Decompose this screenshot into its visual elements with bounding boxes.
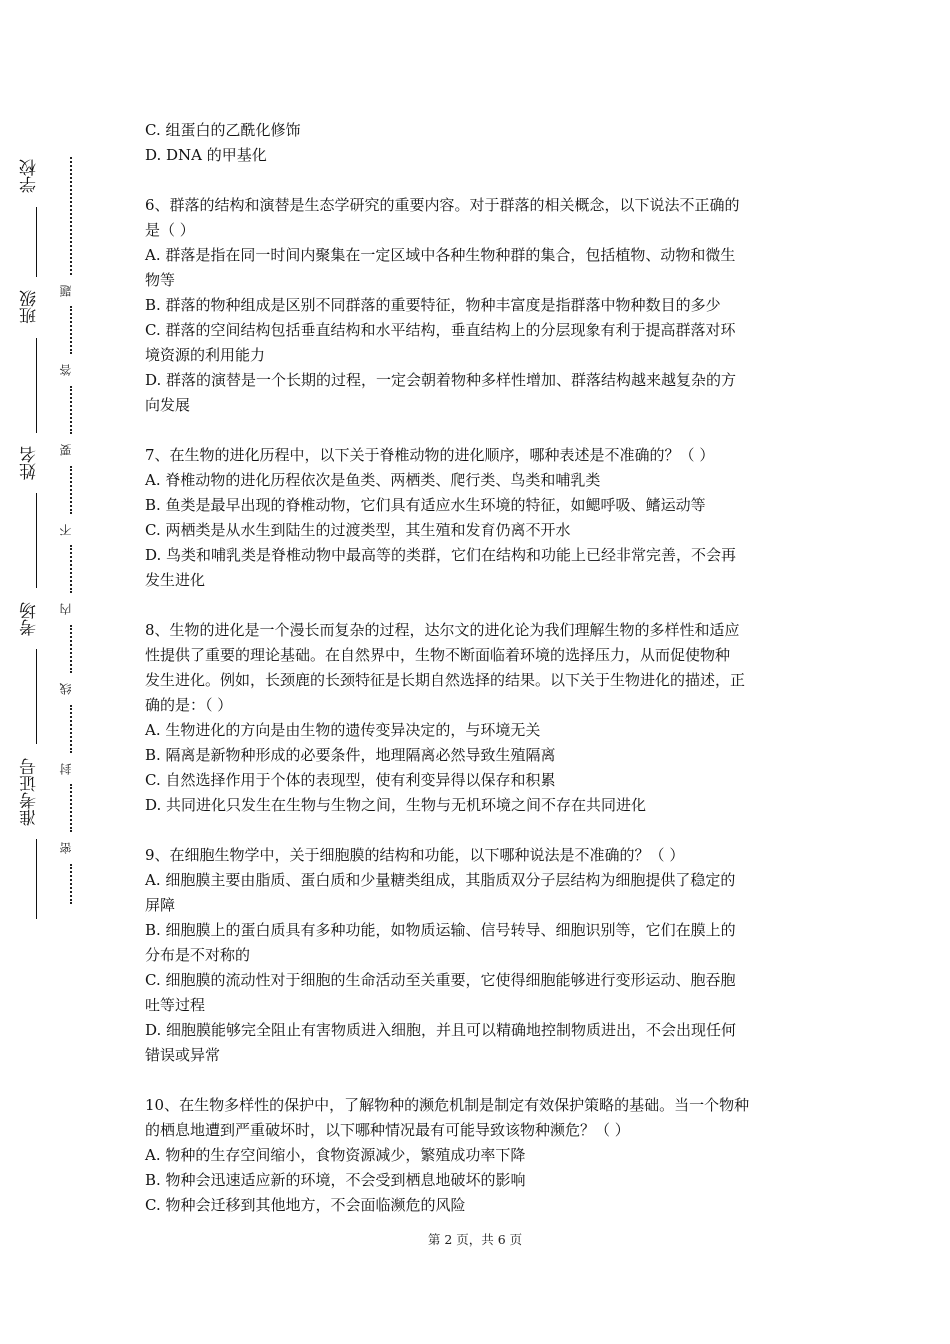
question-stem: 是（ ） — [145, 221, 195, 239]
option-a: A. 物种的生存空间缩小，食物资源减少，繁殖成功率下降 — [145, 1146, 526, 1164]
option-b: 分布是不对称的 — [145, 946, 251, 964]
question-stem: 的栖息地遭到严重破坏时，以下哪种情况最有可能导致该物种濒危？（ ） — [145, 1121, 630, 1139]
seal-char: 密 — [59, 842, 73, 855]
dotted-line — [60, 545, 72, 593]
option: C. 组蛋白的乙酰化修饰 — [145, 121, 301, 139]
seal-char: 不 — [59, 523, 73, 536]
option-c: C. 物种会迁移到其他地方，不会面临濒危的风险 — [145, 1196, 466, 1214]
question-6 — [145, 193, 810, 418]
option-b: B. 细胞膜上的蛋白质具有多种功能，如物质运输、信号转导、细胞识别等，它们在膜上的 — [145, 921, 736, 939]
option-a: A. 脊椎动物的进化历程依次是鱼类、两栖类、爬行类、鸟类和哺乳类 — [145, 471, 601, 489]
seal-char: 要 — [59, 443, 73, 456]
question-stem: 9、在细胞生物学中，关于细胞膜的结构和功能，以下哪种说法是不准确的？（ ） — [145, 846, 685, 864]
option-d: 向发展 — [145, 396, 191, 414]
blank-line — [23, 338, 38, 433]
option: D. DNA 的甲基化 — [145, 146, 267, 164]
seal-char: 题 — [59, 284, 73, 297]
question-9 — [145, 843, 810, 1068]
field-exam-room: 考场 — [20, 601, 40, 636]
question-stem: 发生进化。例如，长颈鹿的长颈特征是长期自然选择的结果。以下关于生物进化的描述，正 — [145, 671, 746, 689]
question-stem: 确的是：（ ） — [145, 696, 233, 714]
field-name: 姓名 — [20, 445, 40, 480]
dotted-line — [60, 466, 72, 514]
dotted-line — [60, 386, 72, 434]
seal-char: 内 — [59, 603, 73, 616]
blank-line — [23, 649, 38, 744]
option-c: 境资源的利用能力 — [145, 346, 266, 364]
option-b: B. 隔离是新物种形成的必要条件，地理隔离必然导致生殖隔离 — [145, 746, 556, 764]
option-b: B. 物种会迅速适应新的环境，不会受到栖息地破坏的影响 — [145, 1171, 526, 1189]
dotted-line — [60, 306, 72, 354]
option-c: 吐等过程 — [145, 996, 206, 1014]
option-b: B. 鱼类是最早出现的脊椎动物，它们具有适应水生环境的特征，如鳃呼吸、鳍运动等 — [145, 496, 706, 514]
option-d: D. 鸟类和哺乳类是脊椎动物中最高等的类群，它们在结构和功能上已经非常完善，不会再 — [145, 546, 737, 564]
option-c: C. 两栖类是从水生到陆生的过渡类型，其生殖和发育仍离不开水 — [145, 521, 571, 539]
option-c: C. 细胞膜的流动性对于细胞的生命活动至关重要，它使得细胞能够进行变形运动、胞吞胞 — [145, 971, 736, 989]
question-stem: 6、群落的结构和演替是生态学研究的重要内容。对于群落的相关概念，以下说法不正确的 — [145, 196, 740, 214]
question-stem: 7、在生物的进化历程中，以下关于脊椎动物的进化顺序，哪种表述是不准确的？（ ） — [145, 446, 715, 464]
option-b: B. 群落的物种组成是区别不同群落的重要特征，物种丰富度是指群落中物种数目的多少 — [145, 296, 721, 314]
field-class: 班级 — [20, 290, 40, 325]
dotted-line — [60, 625, 72, 673]
carryover-options — [145, 118, 810, 168]
blank-line — [23, 839, 38, 919]
dotted-line — [60, 157, 72, 275]
field-school: 学校 — [20, 159, 40, 194]
dotted-line — [60, 784, 72, 832]
option-d: D. 细胞膜能够完全阻止有害物质进入细胞，并且可以精确地控制物质进出，不会出现任何 — [145, 1021, 737, 1039]
option-d: 错误或异常 — [145, 1046, 221, 1064]
blank-line — [23, 493, 38, 588]
seal-char: 答 — [59, 364, 73, 377]
option-d: D. 共同进化只发生在生物与生物之间，生物与无机环境之间不存在共同进化 — [145, 796, 647, 814]
question-10 — [145, 1093, 810, 1218]
option-c: C. 自然选择作用于个体的表现型，使有利变异得以保存和积累 — [145, 771, 556, 789]
question-stem: 性提供了重要的理论基础。在自然界中，生物不断面临着环境的选择压力，从而促使物种 — [145, 646, 731, 664]
question-stem: 8、生物的进化是一个漫长而复杂的过程，达尔文的进化论为我们理解生物的多样性和适应 — [145, 621, 740, 639]
seal-char: 封 — [59, 762, 73, 775]
option-a: A. 群落是指在同一时间内聚集在一定区域中各种生物种群的集合，包括植物、动物和微生 — [145, 246, 736, 264]
blank-line — [23, 207, 38, 277]
seal-line — [60, 102, 72, 910]
option-a: 屏障 — [145, 896, 176, 914]
dotted-line — [60, 864, 72, 904]
option-a: A. 细胞膜主要由脂质、蛋白质和少量糖类组成，其脂质双分子层结构为细胞提供了稳定的 — [145, 871, 736, 889]
option-a: A. 生物进化的方向是由生物的遗传变异决定的，与环境无关 — [145, 721, 541, 739]
option-d: 发生进化 — [145, 571, 206, 589]
seal-char: 线 — [59, 682, 73, 695]
question-8 — [145, 618, 810, 818]
option-a: 物等 — [145, 271, 176, 289]
dotted-line — [60, 705, 72, 753]
option-c: C. 群落的空间结构包括垂直结构和水平结构，垂直结构上的分层现象有利于提高群落对环 — [145, 321, 736, 339]
option-d: D. 群落的演替是一个长期的过程，一定会朝着物种多样性增加、群落结构越来越复杂的方 — [145, 371, 737, 389]
binding-info-fields — [22, 85, 39, 927]
exam-content — [145, 118, 810, 1218]
question-7 — [145, 443, 810, 593]
page-number: 第 2 页，共 6 页 — [427, 1232, 523, 1247]
question-stem: 10、在生物多样性的保护中，了解物种的濒危机制是制定有效保护策略的基础。当一个物种 — [145, 1096, 750, 1114]
field-exam-number: 准考证号 — [20, 757, 40, 826]
